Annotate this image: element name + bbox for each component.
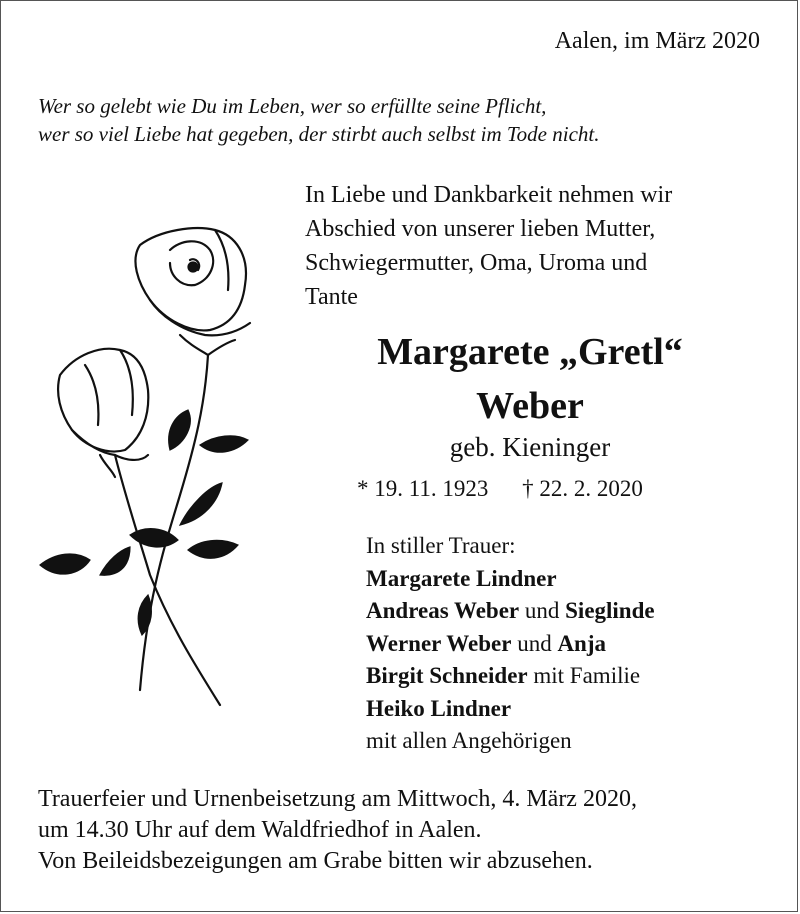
mourner-line bbox=[366, 628, 655, 661]
birth-date: * 19. 11. 1923 bbox=[357, 476, 489, 501]
death-date: † 22. 2. 2020 bbox=[522, 476, 643, 501]
mourners-list bbox=[366, 530, 655, 758]
intro-line: Abschied von unserer lieben Mutter, bbox=[305, 216, 656, 242]
mourner-line bbox=[366, 660, 655, 693]
maiden-name: geb. Kieninger bbox=[449, 432, 611, 462]
conjunction: und bbox=[517, 630, 552, 656]
mourner-line bbox=[366, 563, 655, 596]
place-date: Aalen, im März 2020 bbox=[554, 28, 760, 54]
mourner-name: Heiko Lindner bbox=[366, 695, 512, 721]
mourner-name: Werner Weber bbox=[366, 630, 512, 656]
motto-line: wer so viel Liebe hat gegeben, der stirbt auch selbst im Tode nicht. bbox=[38, 122, 600, 146]
intro-text bbox=[305, 178, 765, 314]
mourner-line bbox=[366, 595, 655, 628]
deceased-name-line1: Margarete „Gretl“ bbox=[377, 331, 683, 373]
service-line: Trauerfeier und Urnenbeisetzung am Mittwoch, 4. März 2020, bbox=[38, 786, 637, 812]
mourner-name: Birgit Schneider bbox=[366, 663, 528, 688]
mourner-name: Sieglinde bbox=[565, 598, 655, 623]
service-line: um 14.30 Uhr auf dem Waldfriedhof in Aalen. bbox=[38, 817, 482, 843]
mourner-line bbox=[366, 693, 655, 726]
intro-line: Schwiegermutter, Oma, Uroma und bbox=[305, 250, 648, 276]
conjunction: und bbox=[524, 598, 560, 623]
intro-line: Tante bbox=[305, 284, 358, 310]
motto-verse bbox=[38, 92, 600, 148]
motto-line: Wer so gelebt wie Du im Leben, wer so erfüllte seine Pflicht, bbox=[38, 94, 547, 118]
deceased-name-line2: Weber bbox=[476, 385, 584, 427]
mourner-name: Anja bbox=[557, 630, 606, 656]
service-line: Von Beileidsbezeigungen am Grabe bitten wir abzusehen. bbox=[38, 848, 593, 874]
service-info bbox=[38, 784, 637, 877]
life-dates bbox=[357, 476, 643, 502]
intro-line: In Liebe und Dankbarkeit nehmen wir bbox=[305, 182, 673, 208]
mourners-closing: mit allen Angehörigen bbox=[366, 728, 572, 753]
family-note: mit Familie bbox=[533, 663, 641, 688]
mourners-heading: In stiller Trauer: bbox=[366, 533, 516, 558]
mourner-name: Margarete Lindner bbox=[366, 565, 557, 591]
rose-drawing-icon bbox=[30, 215, 270, 715]
mourner-name: Andreas Weber bbox=[366, 598, 520, 623]
